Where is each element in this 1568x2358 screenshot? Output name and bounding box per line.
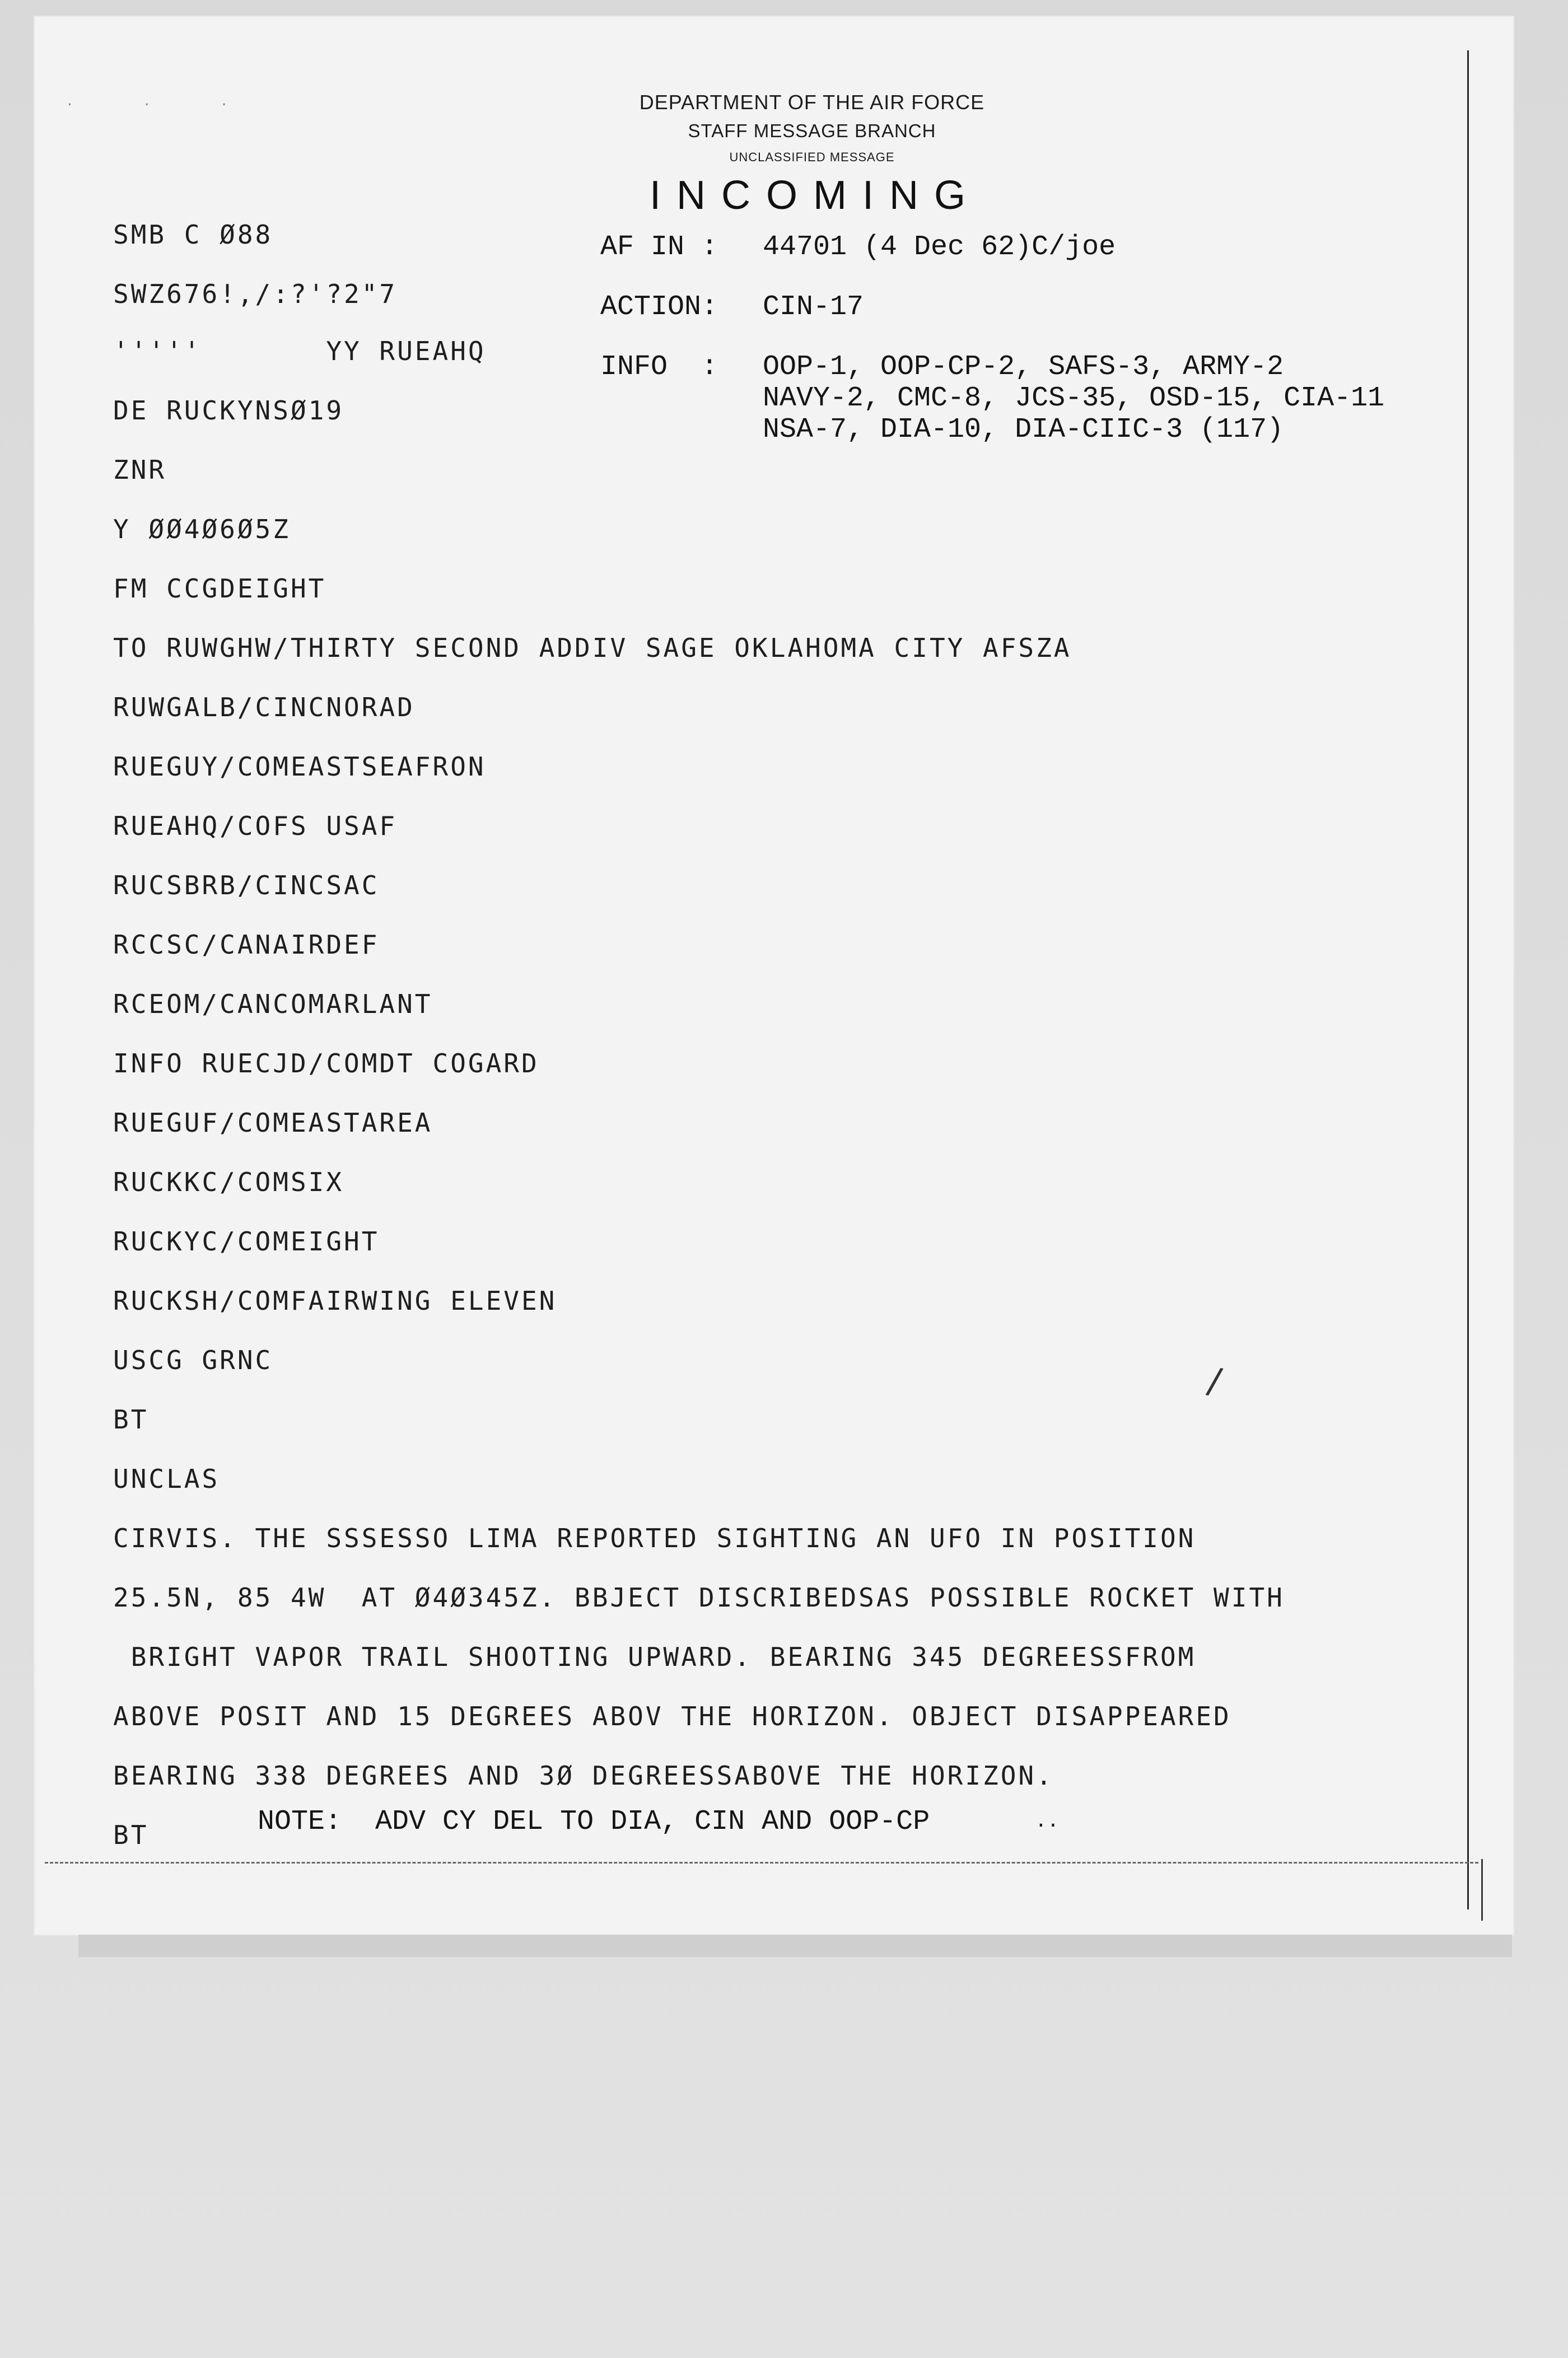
af-in-label: AF IN :: [600, 231, 718, 263]
action-value: CIN-17: [763, 291, 864, 323]
routing-line: RUCKSH/COMFAIRWING ELEVEN: [113, 1286, 557, 1316]
routing-line: RCCSC/CANAIRDEF: [113, 930, 380, 960]
routing-line: RUCKKC/COMSIX: [113, 1167, 344, 1197]
routing-line: BT: [113, 1820, 149, 1850]
routing-line: SWZ676!,/:?'?2"7: [113, 279, 398, 309]
routing-line: INFO RUECJD/COMDT COGARD: [113, 1048, 539, 1078]
action-label: ACTION:: [600, 291, 718, 323]
routing-line: RUEAHQ/COFS USAF: [113, 811, 398, 841]
message-body-line: 25.5N, 85 4W AT Ø4Ø345Z. BBJECT DISCRIBEDSAS POSSIBLE ROCKET WITH: [113, 1582, 1285, 1613]
page-shadow: [78, 1935, 1512, 1957]
message-body-line: BEARING 338 DEGREES AND 3Ø DEGREESSABOVE THE HORIZON.: [113, 1761, 1054, 1791]
distribution-note: NOTE: ADV CY DEL TO DIA, CIN AND OOP-CP: [258, 1806, 930, 1838]
routing-line: FM CCGDEIGHT: [113, 573, 326, 604]
right-margin-rule: [1467, 50, 1469, 1909]
routing-line: Y ØØ4Ø6Ø5Z: [113, 514, 291, 544]
incoming-title: INCOMING: [650, 173, 981, 218]
message-body-line: CIRVIS. THE SSSESSO LIMA REPORTED SIGHTING AN UFO IN POSITION: [113, 1523, 1196, 1553]
routing-line: ''''' YY RUEAHQ: [113, 336, 486, 366]
routing-line: RUEGUY/COMEASTSEAFRON: [113, 751, 486, 782]
routing-line: DE RUCKYNSØ19: [113, 395, 344, 426]
routing-line: RUEGUF/COMEASTAREA: [113, 1108, 433, 1138]
info-line: NSA-7, DIA-10, DIA-CIIC-3 (117): [763, 414, 1284, 446]
classification-heading: UNCLASSIFIED MESSAGE: [729, 150, 895, 164]
routing-line: RUCSBRB/CINCSAC: [113, 870, 380, 900]
routing-line: RUCKYC/COMEIGHT: [113, 1226, 380, 1257]
routing-line: USCG GRNC: [113, 1345, 273, 1375]
af-in-value: 44701 (4 Dec 62)C/joe: [763, 231, 1116, 263]
bottom-rule: [45, 1862, 1478, 1864]
routing-line: BT: [113, 1404, 149, 1435]
routing-line: RCEOM/CANCOMARLANT: [113, 989, 433, 1019]
right-margin-rule-tail: [1481, 1859, 1483, 1921]
note-trailing-marks: ..: [1035, 1810, 1060, 1833]
info-label: INFO :: [600, 351, 718, 383]
message-body-line: BRIGHT VAPOR TRAIL SHOOTING UPWARD. BEARING 345 DEGREESSFROM: [113, 1642, 1196, 1672]
routing-line: SMB C Ø88: [113, 220, 273, 250]
department-heading: DEPARTMENT OF THE AIR FORCE: [639, 91, 985, 114]
routing-line: RUWGALB/CINCNORAD: [113, 692, 415, 722]
message-body-line: ABOVE POSIT AND 15 DEGREES ABOV THE HORIZON. OBJECT DISAPPEARED: [113, 1701, 1231, 1731]
stray-marks: · · ·: [67, 95, 260, 114]
info-line: NAVY-2, CMC-8, JCS-35, OSD-15, CIA-11: [763, 382, 1385, 414]
routing-line: ZNR: [113, 455, 167, 485]
info-line: OOP-1, OOP-CP-2, SAFS-3, ARMY-2: [763, 351, 1284, 383]
branch-heading: STAFF MESSAGE BRANCH: [688, 120, 936, 141]
pen-mark: /: [1204, 1360, 1225, 1403]
routing-line: TO RUWGHW/THIRTY SECOND ADDIV SAGE OKLAHOMA CITY AFSZA: [113, 633, 1072, 663]
routing-line: UNCLAS: [113, 1464, 220, 1494]
